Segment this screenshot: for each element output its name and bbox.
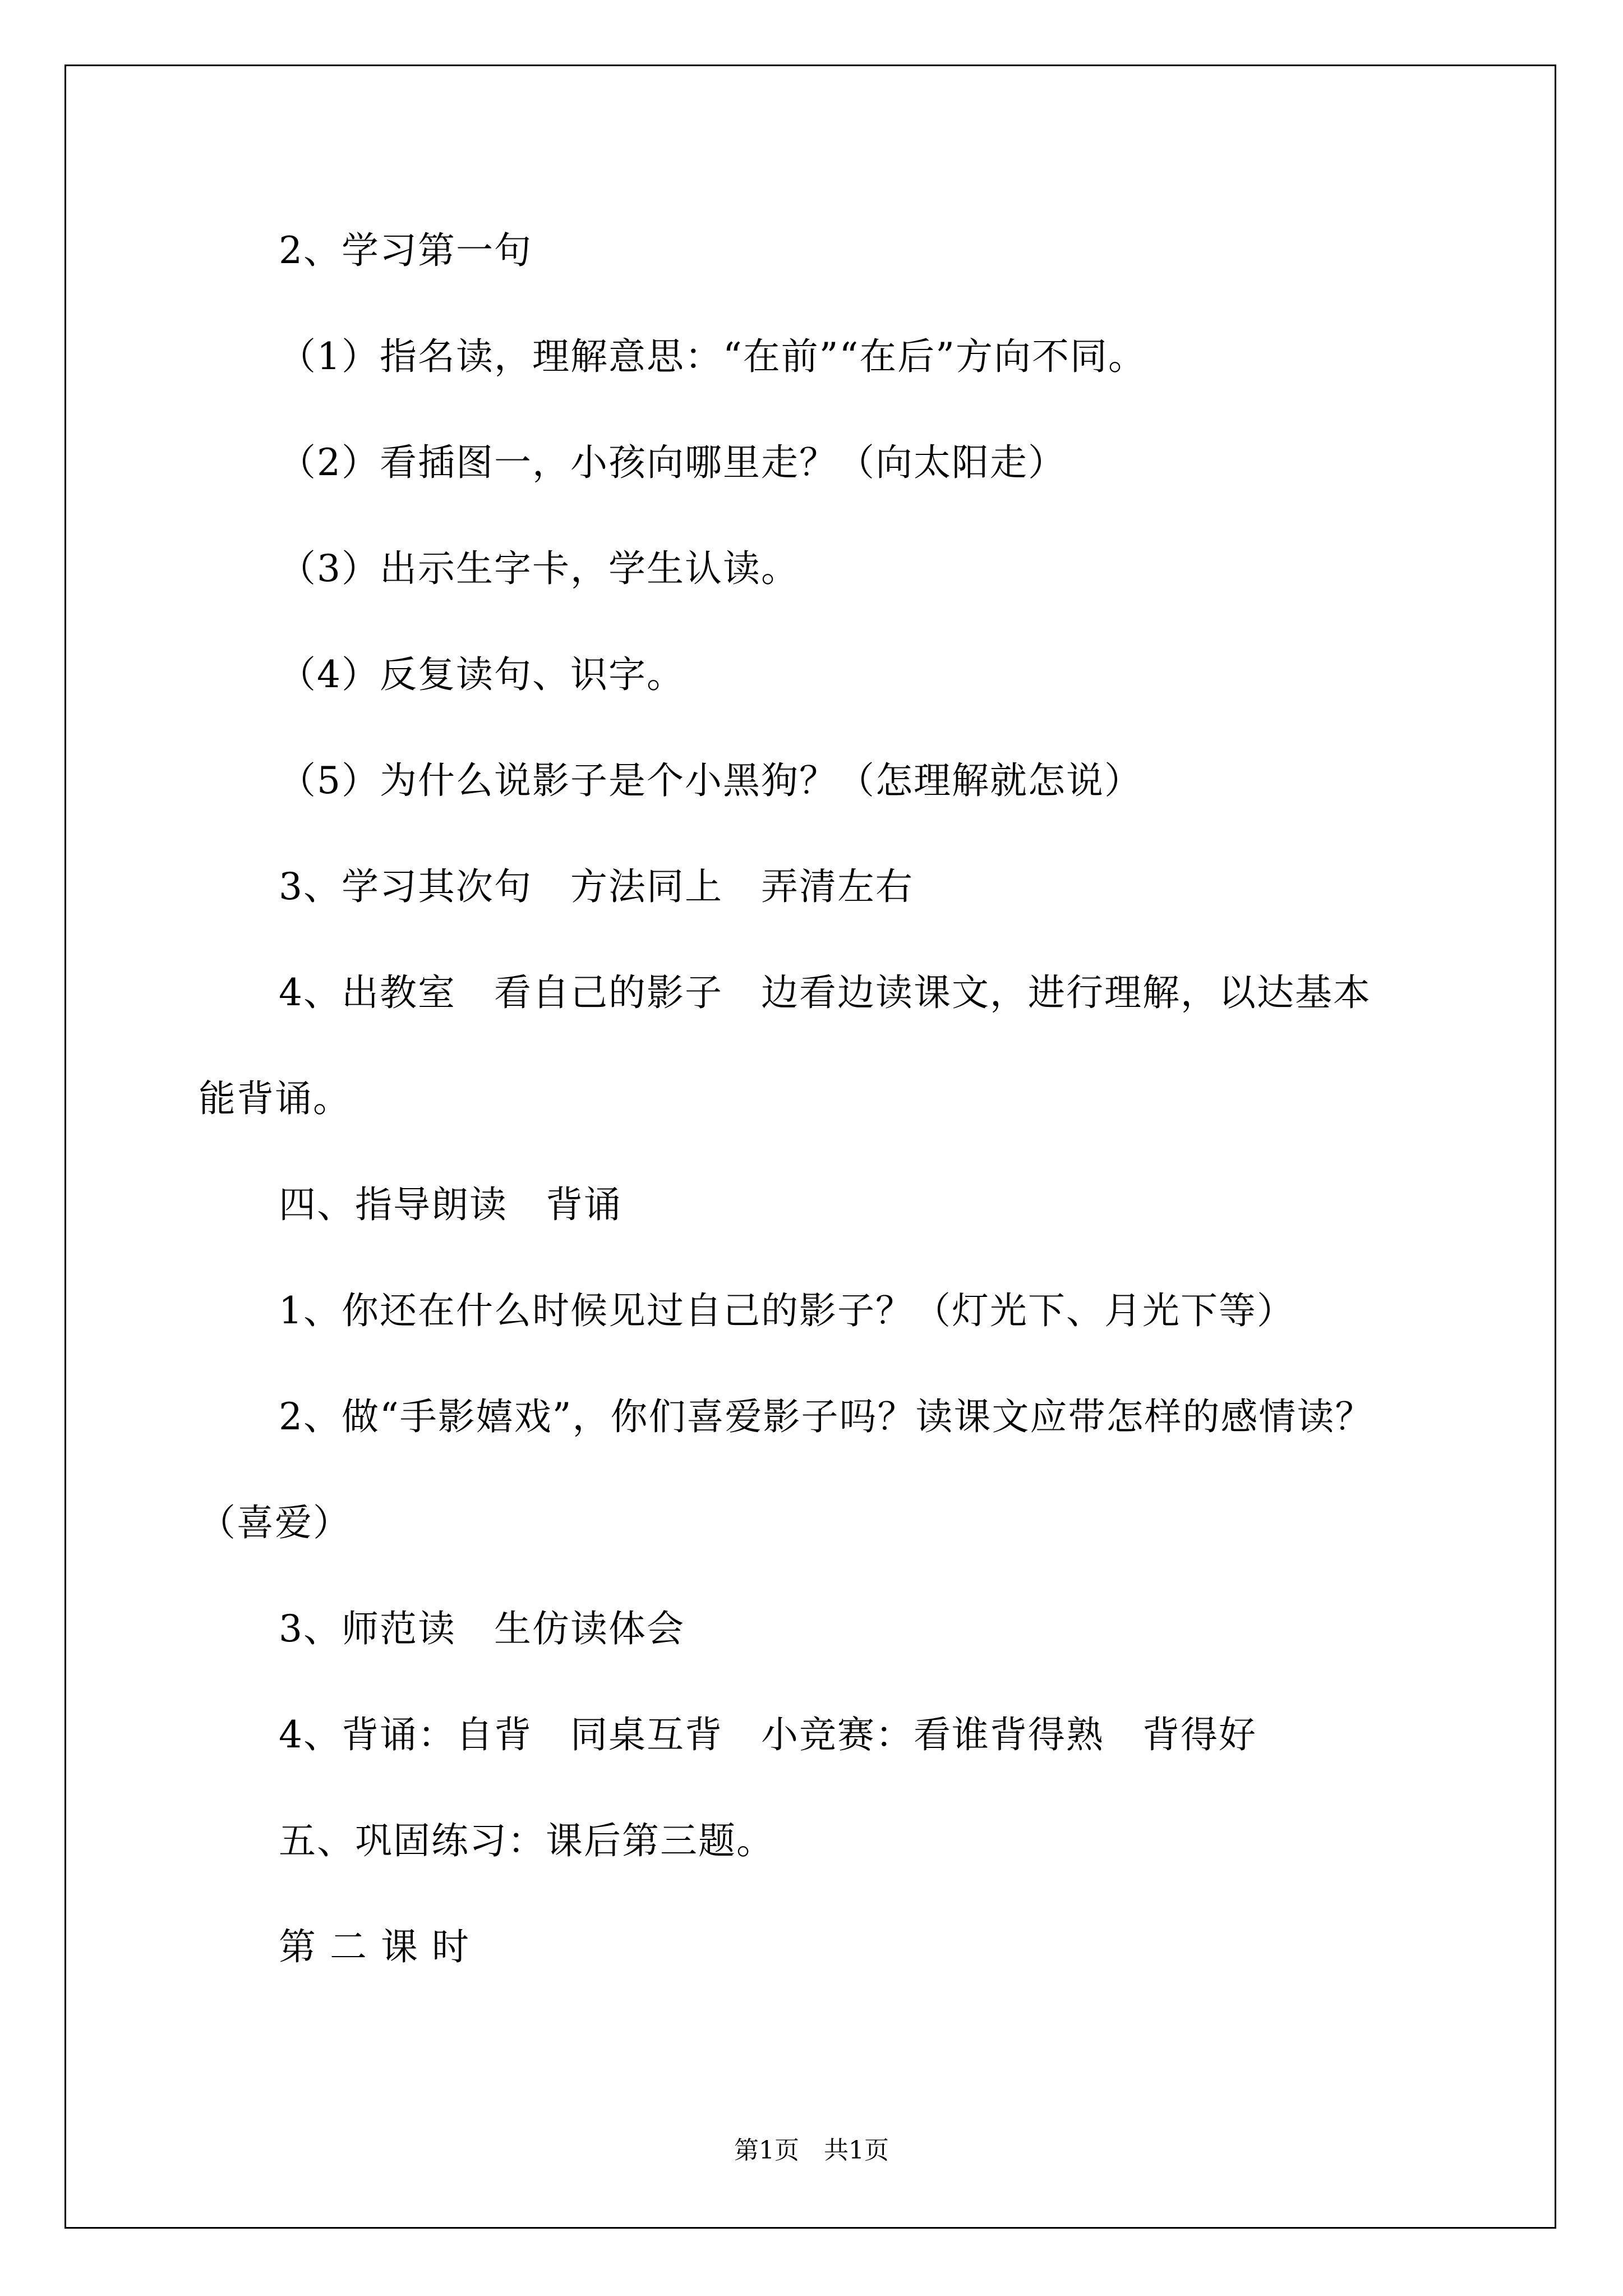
paragraph-7: 3、学习其次句 方法同上 弄清左右 — [279, 865, 914, 908]
paragraph-10: 2、做“手影嬉戏”，你们喜爱影子吗？读课文应带怎样的感情读？ — [279, 1395, 1373, 1438]
paragraph-2: （1）指名读，理解意思：“在前”“在后”方向不同。 — [279, 335, 1146, 378]
paragraph-6: （5）为什么说影子是个小黑狗？（怎理解就怎说） — [279, 759, 1142, 802]
paragraph-10-continued: （喜爱） — [199, 1501, 351, 1544]
section-heading-5: 五、巩固练习：课后第三题。 — [279, 1819, 774, 1862]
paragraph-5: （4）反复读句、识字。 — [279, 653, 685, 696]
paragraph-8-continued: 能背诵。 — [199, 1077, 351, 1120]
paragraph-4: （3）出示生字卡，学生认读。 — [279, 547, 799, 590]
paragraph-11: 3、师范读 生仿读体会 — [279, 1607, 685, 1650]
lesson-title: 第 二 课 时 — [279, 1925, 470, 1968]
section-heading-4: 四、指导朗读 背诵 — [279, 1183, 622, 1226]
page-border — [64, 65, 1556, 2229]
page-footer: 第1页 共1页 — [734, 2136, 889, 2165]
paragraph-3: （2）看插图一，小孩向哪里走？（向太阳走） — [279, 441, 1066, 484]
paragraph-8: 4、出教室 看自己的影子 边看边读课文，进行理解，以达基本 — [279, 971, 1371, 1014]
paragraph-12: 4、背诵：自背 同桌互背 小竞赛：看谁背得熟 背得好 — [279, 1713, 1257, 1756]
paragraph-9: 1、你还在什么时候见过自己的影子？（灯光下、月光下等） — [279, 1289, 1295, 1332]
paragraph-1: 2、学习第一句 — [279, 229, 532, 272]
